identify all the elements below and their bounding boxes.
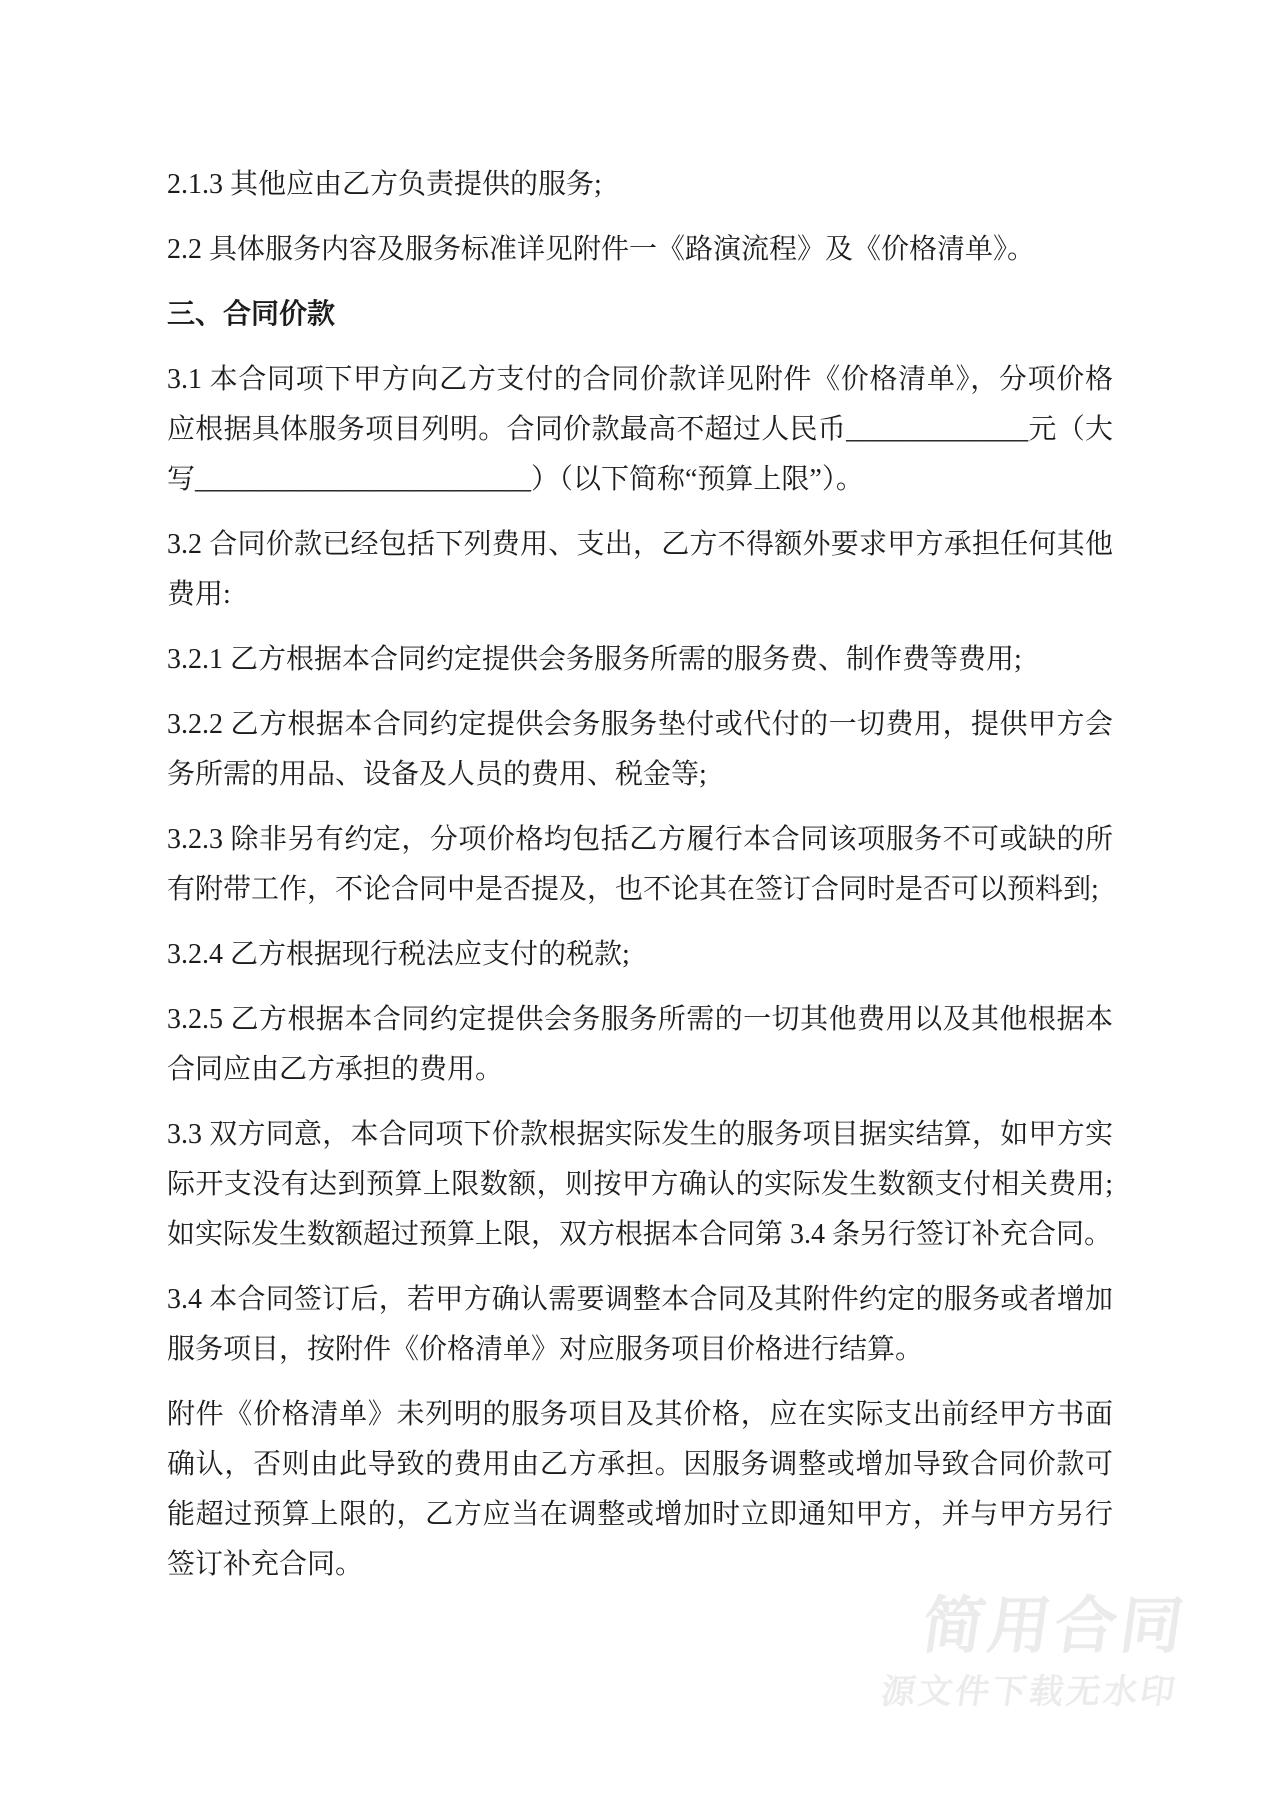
section-heading-contract-price: 三、合同价款	[167, 299, 336, 330]
watermark-logo-text: 简用合同	[917, 1592, 1192, 1661]
contract-body	[167, 160, 1113, 1590]
clause-3-3: 3.3 双方同意，本合同项下价款根据实际发生的服务项目据实结算，如甲方实际开支没有达到预算上限数额，则按甲方确认的实际发生数额支付相关费用;如实际发生数额超过预算上限，双方根据本合同第 3.4 条另行签订补充合同。	[167, 1119, 1113, 1250]
clause-2-1-3: 2.1.3 其他应由乙方负责提供的服务;	[167, 169, 602, 200]
clause-3-2: 3.2 合同价款已经包括下列费用、支出，乙方不得额外要求甲方承担任何其他费用:	[167, 529, 1113, 610]
watermark	[878, 1592, 1192, 1711]
clause-3-2-3: 3.2.3 除非另有约定，分项价格均包括乙方履行本合同该项服务不可或缺的所有附带工作，不论合同中是否提及，也不论其在签订合同时是否可以预料到;	[167, 824, 1113, 905]
clause-3-4: 3.4 本合同签订后，若甲方确认需要调整本合同及其附件约定的服务或者增加服务项目，按附件《价格清单》对应服务项目价格进行结算。	[167, 1284, 1113, 1365]
watermark-subtitle-text: 源文件下载无水印	[878, 1673, 1181, 1711]
clause-2-2: 2.2 具体服务内容及服务标准详见附件一《路演流程》及《价格清单》。	[167, 234, 1036, 265]
clause-attachment-note: 附件《价格清单》未列明的服务项目及其价格，应在实际支出前经甲方书面确认，否则由此导致的费用由乙方承担。因服务调整或增加导致合同价款可能超过预算上限的，乙方应当在调整或增加时立即通知甲方，并与甲方另行签订补充合同。	[167, 1399, 1113, 1580]
clause-3-2-1: 3.2.1 乙方根据本合同约定提供会务服务所需的服务费、制作费等费用;	[167, 644, 1022, 675]
clause-3-2-2: 3.2.2 乙方根据本合同约定提供会务服务垫付或代付的一切费用，提供甲方会务所需的用品、设备及人员的费用、税金等;	[167, 709, 1113, 790]
clause-3-2-4: 3.2.4 乙方根据现行税法应支付的税款;	[167, 939, 630, 970]
clause-3-1: 3.1 本合同项下甲方向乙方支付的合同价款详见附件《价格清单》，分项价格应根据具体服务项目列明。合同价款最高不超过人民币_____________元（大写________________________）（以下简称“预算上限”）。	[167, 364, 1113, 495]
clause-3-2-5: 3.2.5 乙方根据本合同约定提供会务服务所需的一切其他费用以及其他根据本合同应由乙方承担的费用。	[167, 1004, 1113, 1085]
